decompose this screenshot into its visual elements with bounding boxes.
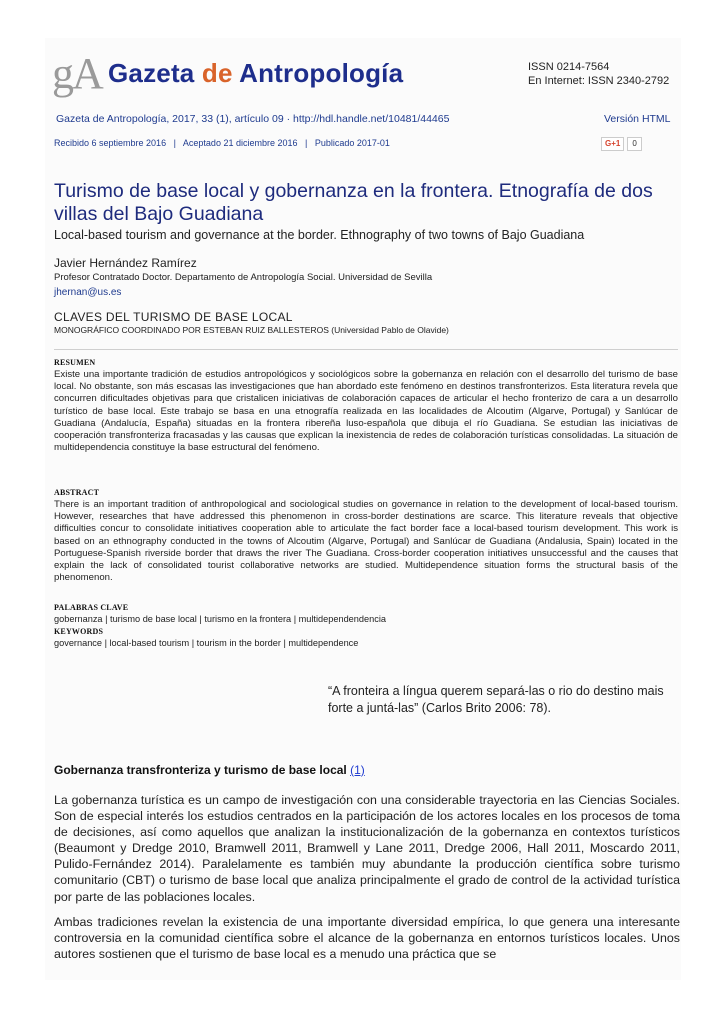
gplus-count: 0 [627, 137, 641, 151]
epigraph-quote: “A fronteira a língua querem separá-las o rio do destino mais forte a juntá-las” (Carlos Brito 2006: 78). [328, 684, 664, 715]
gplus-share [601, 137, 642, 151]
issn-print: ISSN 0214-7564 [528, 61, 610, 73]
author-email-link[interactable]: jhernan@us.es [54, 287, 122, 298]
footnote-link[interactable]: (1) [350, 763, 365, 777]
author-name: Javier Hernández Ramírez [54, 256, 197, 270]
body-paragraph-2: Ambas tradiciones revelan la existencia de una importante diversidad empírica, lo que genera una interesante controversia en la comunidad científica sobre el alcance de la gobernanza en entornos turísticos locales. Unos autores sostienen que el turismo de base local es a menudo una práctica que se [54, 915, 680, 962]
publication-dates: Recibido 6 septiembre 2016 | Aceptado 21 diciembre 2016 | Publicado 2017-01 [54, 138, 390, 148]
article-title: Turismo de base local y gobernanza en la frontera. Etnografía de dos villas del Bajo Guadiana [54, 180, 653, 225]
body-paragraph-1: La gobernanza turística es un campo de investigación con una considerable trayectoria en las Ciencias Sociales. Son de especial interés los estudios centrados en la participación de los actores locales en los procesos de toma de decisiones, así como aquellos que analizan la institucionalización de la gobernanza en contextos turísticos (Beaumont y Dredge 2010, Bramwell 2011, Bramwell y Lane 2011, Dredge 2006, Hall 2011, Moscardo 2011, Pulido-Fernández 2014). Paralelamente es también muy abundante la producción científica sobre turismo comunitario (CBT) o turismo de base local que analiza principalmente el grado de control de la actividad turística por parte de las poblaciones locales. [54, 793, 680, 904]
citation-link[interactable]: Gazeta de Antropología, 2017, 33 (1), artículo 09 · http://hdl.handle.net/10481/44465 [56, 113, 450, 125]
monograph-subtitle: MONOGRÁFICO COORDINADO POR ESTEBAN RUIZ BALLESTEROS (Universidad Pablo de Olavide) [54, 325, 449, 335]
keywords-label: KEYWORDS [54, 627, 104, 636]
resumen-label: RESUMEN [54, 358, 96, 367]
section-heading [54, 763, 365, 777]
section-heading-text: Gobernanza transfronteriza y turismo de base local [54, 763, 351, 777]
keywords-text: governance | local-based tourism | tourism in the border | multidependence [54, 638, 359, 648]
gplus-button[interactable]: G+1 [601, 137, 624, 151]
journal-title [108, 58, 403, 89]
issn-block [528, 60, 669, 88]
journal-title-word1: Gazeta [108, 58, 202, 88]
divider [54, 349, 678, 350]
version-html-link[interactable]: Versión HTML [604, 113, 671, 125]
journal-logo-icon: gA [52, 49, 102, 98]
resumen-text: Existe una importante tradición de estudios antropológicos y sociológicos sobre la gobernanza en relación con el desarrollo del turismo de base local. No obstante, son más escasas las investigaciones que han abordado este fenómeno en destinos transfronterizos. Esta literatura revela que concurren dificultades objetivas para que cristalicen iniciativas de colaboración capaces de articular el hecho fronterizo de cara a un desarrollo turístico de base local. Este trabajo se basa en una etnografía realizada en las localidades de Alcoutim (Algarve, Portugal) y Sanlúcar de Guadiana (Andalucía, España) situadas en la frontera ribereña luso-española que dibuja el río Guadiana. Se estudian las iniciativas de cooperación transfronteriza fracasadas y las causas que explican la inexistencia de redes de colaboración turísticas consolidadas. La situación de multidependencia constituye la base estructural del fenómeno. [54, 369, 678, 454]
abstract-text: There is an important tradition of anthropological and sociological studies on governance in relation to the development of local-based tourism. However, researches that have addressed this phenomenon in cross-border destinations are scarce. This literature reveals that objective difficulties concur to consolidate initiatives cooperation able to articulate the fact border face a local-based tourism development. This work is based on an ethnography conducted in the towns of Alcoutim (Algarve, Portugal) and Sanlúcar de Guadiana (Andalusia, Spain) located in the Portuguese-Spanish riverside border that draws the river The Guadiana. Cross-border cooperation initiatives unsuccessful and the causes that explain the lack of consolidated tourist collaborative networks are studied. Multidependence situation forms the structural basis of the phenomenon. [54, 499, 678, 584]
palabras-clave-label: PALABRAS CLAVE [54, 603, 129, 612]
journal-title-word3: Antropología [239, 58, 404, 88]
author-affiliation: Profesor Contratado Doctor. Departamento de Antropología Social. Universidad de Sevilla [54, 272, 433, 283]
issn-online: En Internet: ISSN 2340-2792 [528, 75, 670, 87]
palabras-clave-text: gobernanza | turismo de base local | turismo en la frontera | multidependendencia [54, 614, 386, 624]
article-subtitle: Local-based tourism and governance at the border. Ethnography of two towns of Bajo Guadiana [54, 228, 585, 242]
journal-title-word2: de [201, 58, 240, 88]
abstract-label: ABSTRACT [54, 488, 100, 497]
monograph-title: CLAVES DEL TURISMO DE BASE LOCAL [54, 310, 293, 324]
